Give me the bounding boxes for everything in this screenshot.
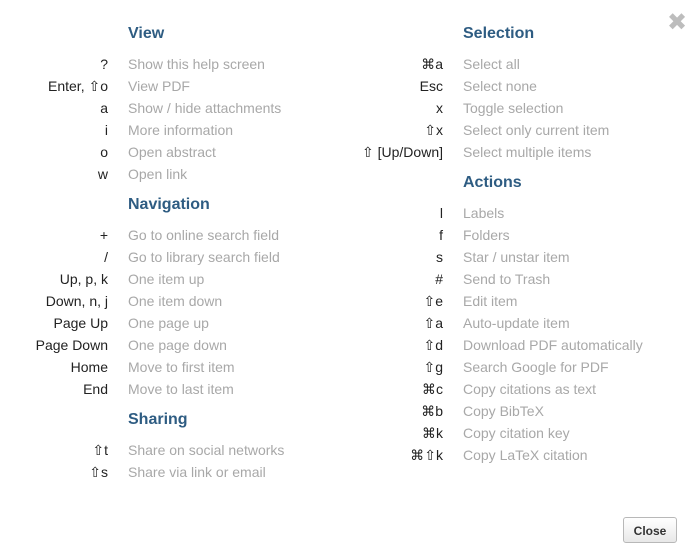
shortcut-row xyxy=(340,268,696,290)
shortcut-key: ⇧ [Up/Down] xyxy=(362,144,443,160)
shortcut-key: ⌘b xyxy=(421,403,443,419)
shortcut-description: Download PDF automatically xyxy=(463,337,643,353)
shortcut-description: Go to library search field xyxy=(128,249,280,265)
shortcut-key: ⌘⇧k xyxy=(410,447,443,463)
shortcut-row xyxy=(0,97,340,119)
section-title-sharing: Sharing xyxy=(128,411,188,428)
shortcut-row xyxy=(340,400,696,422)
shortcut-key: o xyxy=(100,144,108,160)
shortcut-row xyxy=(0,268,340,290)
shortcut-key: s xyxy=(436,249,443,265)
shortcut-description: Edit item xyxy=(463,293,518,309)
shortcut-key: a xyxy=(100,100,108,116)
section-title-selection: Selection xyxy=(463,25,535,42)
shortcut-description: Select multiple items xyxy=(463,144,592,160)
shortcut-key: ⇧g xyxy=(423,359,443,375)
shortcut-row xyxy=(340,378,696,400)
shortcut-row xyxy=(0,378,340,400)
shortcut-description: Send to Trash xyxy=(463,271,551,287)
section-title-navigation: Navigation xyxy=(128,196,210,213)
shortcut-row xyxy=(340,422,696,444)
shortcut-description: Show / hide attachments xyxy=(128,100,282,116)
shortcut-description: Go to online search field xyxy=(128,227,279,243)
shortcut-row xyxy=(0,75,340,97)
shortcut-description: Open abstract xyxy=(128,144,216,160)
shortcut-row xyxy=(0,141,340,163)
shortcut-description: Share via link or email xyxy=(128,464,266,480)
shortcut-key: Home xyxy=(70,359,108,375)
shortcut-description: Copy citations as text xyxy=(463,381,597,397)
shortcut-row xyxy=(340,119,696,141)
shortcut-key: Esc xyxy=(419,78,443,94)
shortcut-row xyxy=(0,163,340,185)
shortcut-description: Auto-update item xyxy=(463,315,570,331)
shortcut-key: x xyxy=(436,100,443,116)
shortcut-description: View PDF xyxy=(128,78,190,94)
close-button[interactable]: Close xyxy=(623,517,677,543)
shortcut-row xyxy=(0,439,340,461)
shortcut-row xyxy=(340,356,696,378)
shortcut-key: ⌘c xyxy=(422,381,443,397)
shortcut-row xyxy=(0,356,340,378)
shortcut-description: Star / unstar item xyxy=(463,249,570,265)
shortcut-description: Share on social networks xyxy=(128,442,285,458)
shortcut-key: ⌘a xyxy=(421,56,443,72)
shortcut-row xyxy=(340,53,696,75)
shortcut-description: Open link xyxy=(128,166,188,182)
shortcut-key: ⇧s xyxy=(89,464,108,480)
shortcut-row xyxy=(0,290,340,312)
shortcut-description: Move to last item xyxy=(128,381,234,397)
shortcut-description: Copy BibTeX xyxy=(463,403,544,419)
shortcut-key: ⇧e xyxy=(423,293,443,309)
section-title-actions: Actions xyxy=(463,174,522,191)
shortcut-row xyxy=(0,53,340,75)
shortcut-description: One page up xyxy=(128,315,209,331)
shortcut-row xyxy=(340,312,696,334)
shortcut-row xyxy=(340,202,696,224)
shortcut-row xyxy=(340,334,696,356)
shortcut-key: Page Down xyxy=(35,337,108,353)
shortcut-description: One item up xyxy=(128,271,205,287)
shortcut-description: More information xyxy=(128,122,234,138)
shortcut-key: ⇧t xyxy=(92,442,108,458)
shortcut-key: Page Up xyxy=(53,315,108,331)
shortcut-row xyxy=(340,290,696,312)
shortcut-row xyxy=(0,224,340,246)
shortcut-description: Copy LaTeX citation xyxy=(463,447,588,463)
shortcut-description: Select all xyxy=(463,56,520,72)
shortcut-description: One item down xyxy=(128,293,223,309)
shortcut-key: f xyxy=(439,227,443,243)
shortcut-row xyxy=(340,444,696,466)
shortcut-description: Folders xyxy=(463,227,510,243)
shortcut-row xyxy=(0,334,340,356)
shortcut-row xyxy=(340,141,696,163)
shortcut-description: Copy citation key xyxy=(463,425,570,441)
shortcut-key: # xyxy=(435,271,443,287)
shortcut-row xyxy=(0,246,340,268)
shortcut-key: ⌘k xyxy=(422,425,443,441)
shortcut-key: + xyxy=(99,227,108,243)
shortcut-description: One page down xyxy=(128,337,227,353)
shortcut-row xyxy=(340,97,696,119)
shortcut-row xyxy=(340,224,696,246)
shortcut-key: w xyxy=(97,166,108,182)
shortcut-description: Toggle selection xyxy=(463,100,564,116)
shortcut-description: Select none xyxy=(463,78,537,94)
shortcut-key: ? xyxy=(100,56,108,72)
shortcut-description: Move to first item xyxy=(128,359,235,375)
shortcut-description: Select only current item xyxy=(463,122,610,138)
shortcut-key: ⇧a xyxy=(423,315,443,331)
shortcut-key: / xyxy=(104,249,108,265)
shortcut-row xyxy=(0,119,340,141)
shortcut-key: Up, p, k xyxy=(59,271,108,287)
shortcut-key: End xyxy=(83,381,108,397)
shortcut-description: Labels xyxy=(463,205,505,221)
shortcut-key: i xyxy=(104,122,108,138)
close-icon[interactable]: ✖ xyxy=(666,9,688,36)
shortcut-row xyxy=(0,461,340,483)
shortcut-description: Show this help screen xyxy=(128,56,265,72)
shortcut-key: ⇧x xyxy=(424,122,443,138)
shortcut-row xyxy=(340,246,696,268)
shortcut-description: Search Google for PDF xyxy=(463,359,609,375)
shortcut-key: Down, n, j xyxy=(45,293,108,309)
shortcut-key: l xyxy=(439,205,443,221)
shortcut-key: Enter, ⇧o xyxy=(48,78,108,94)
shortcut-key: ⇧d xyxy=(423,337,443,353)
section-title-view: View xyxy=(128,25,165,42)
shortcut-row xyxy=(340,75,696,97)
shortcut-row xyxy=(0,312,340,334)
